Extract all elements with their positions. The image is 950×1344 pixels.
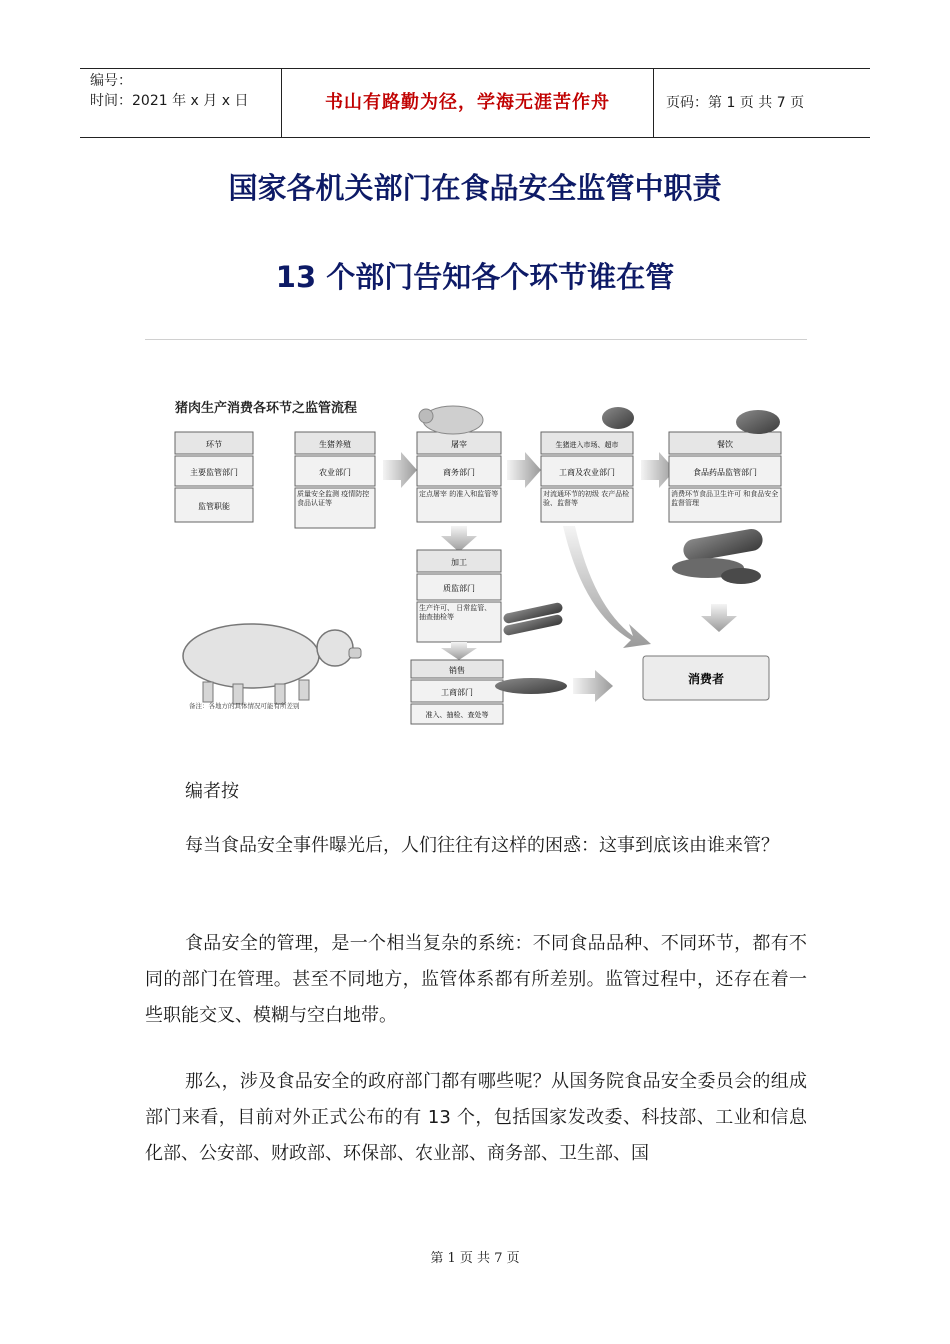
svg-text:生猪进入市场、超市: 生猪进入市场、超市 — [555, 441, 619, 449]
legend-duty: 监管职能 — [198, 502, 230, 511]
stage-market: 生猪进入市场、超市 工商及农业部门 对流通环节的初级 农产品检验、监督等 — [541, 432, 633, 522]
paragraph-3: 那么，涉及食品安全的政府部门都有哪些呢？从国务院食品安全委员会的组成部门来看，目前对外正式公布的有 13 个，包括国家发改委、科技部、工业和信息化部、公安部、财政部、环保部、农业部、商务部、卫生部、国 — [145, 1071, 807, 1164]
svg-text:质监部门: 质监部门 — [443, 584, 475, 593]
svg-text:销售: 销售 — [449, 666, 465, 675]
page-title: 国家各机关部门在食品安全监管中职责 — [228, 171, 722, 205]
paragraph-2: 食品安全的管理，是一个相当复杂的系统：不同食品品种、不同环节，都有不同的部门在管理。甚至不同地方，监管体系都有所差别。监管过程中，还存在着一些职能交叉、模糊与空白地带。 — [145, 933, 807, 1026]
page-footer: 第 1 页 共 7 页 — [430, 1251, 520, 1266]
roast-meat-icon — [736, 410, 780, 434]
svg-text:屠宰: 屠宰 — [451, 440, 467, 449]
svg-text:工商及农业部门: 工商及农业部门 — [559, 468, 615, 477]
supervision-flow-figure — [163, 386, 793, 730]
ham-icon — [602, 407, 634, 429]
svg-text:加工: 加工 — [451, 558, 467, 567]
header-meta — [80, 69, 282, 137]
svg-text:准入、抽检、查处等: 准入、抽检、查处等 — [425, 711, 489, 719]
svg-text:生猪养殖: 生猪养殖 — [319, 440, 351, 449]
svg-text:农业部门: 农业部门 — [319, 468, 351, 477]
figure-heading: 猪肉生产消费各环节之监管流程 — [175, 401, 358, 416]
date-label: 时间：2021 年 x 月 x 日 — [90, 93, 249, 109]
stage-slaughter: 屠宰 商务部门 定点屠宰 的准入和监管等 — [417, 432, 501, 522]
paragraph-1: 每当食品安全事件曝光后，人们往往有这样的困惑：这事到底该由谁来管？ — [185, 835, 779, 856]
editor-note-heading: 编者按 — [185, 781, 239, 802]
stage-processing: 加工 质监部门 生产许可、 日常监管、 抽查抽检等 — [417, 550, 501, 642]
header-motto: 书山有路勤为径，学海无涯苦作舟 — [282, 69, 654, 137]
legend-stage: 环节 — [206, 440, 222, 449]
divider — [145, 339, 807, 340]
stage-breeding: 生猪养殖 农业部门 质量安全监测 疫情防控 食品认证等 — [295, 432, 375, 528]
sausage-link-icon — [495, 678, 567, 694]
legend-column — [175, 432, 253, 522]
figure-note: 备注：各地方的具体情况可能有所差别 — [189, 702, 300, 710]
stage-catering: 餐饮 食品药品监管部门 消费环节食品卫生许可 和食品安全监督管理 — [669, 432, 781, 522]
document-header — [80, 68, 870, 138]
number-label: 编号： — [90, 73, 132, 89]
svg-text:餐饮: 餐饮 — [717, 440, 733, 449]
header-page-label: 页码：第 1 页 共 7 页 — [666, 95, 805, 111]
consumer-label: 消费者 — [687, 672, 725, 686]
legend-dept: 主要监管部门 — [190, 468, 238, 477]
page-subtitle: 13 个部门告知各个环节谁在管 — [275, 260, 675, 294]
svg-text:商务部门: 商务部门 — [443, 468, 475, 477]
stage-sales — [411, 660, 503, 724]
svg-text:工商部门: 工商部门 — [441, 688, 473, 697]
svg-text:食品药品监管部门: 食品药品监管部门 — [693, 468, 757, 477]
